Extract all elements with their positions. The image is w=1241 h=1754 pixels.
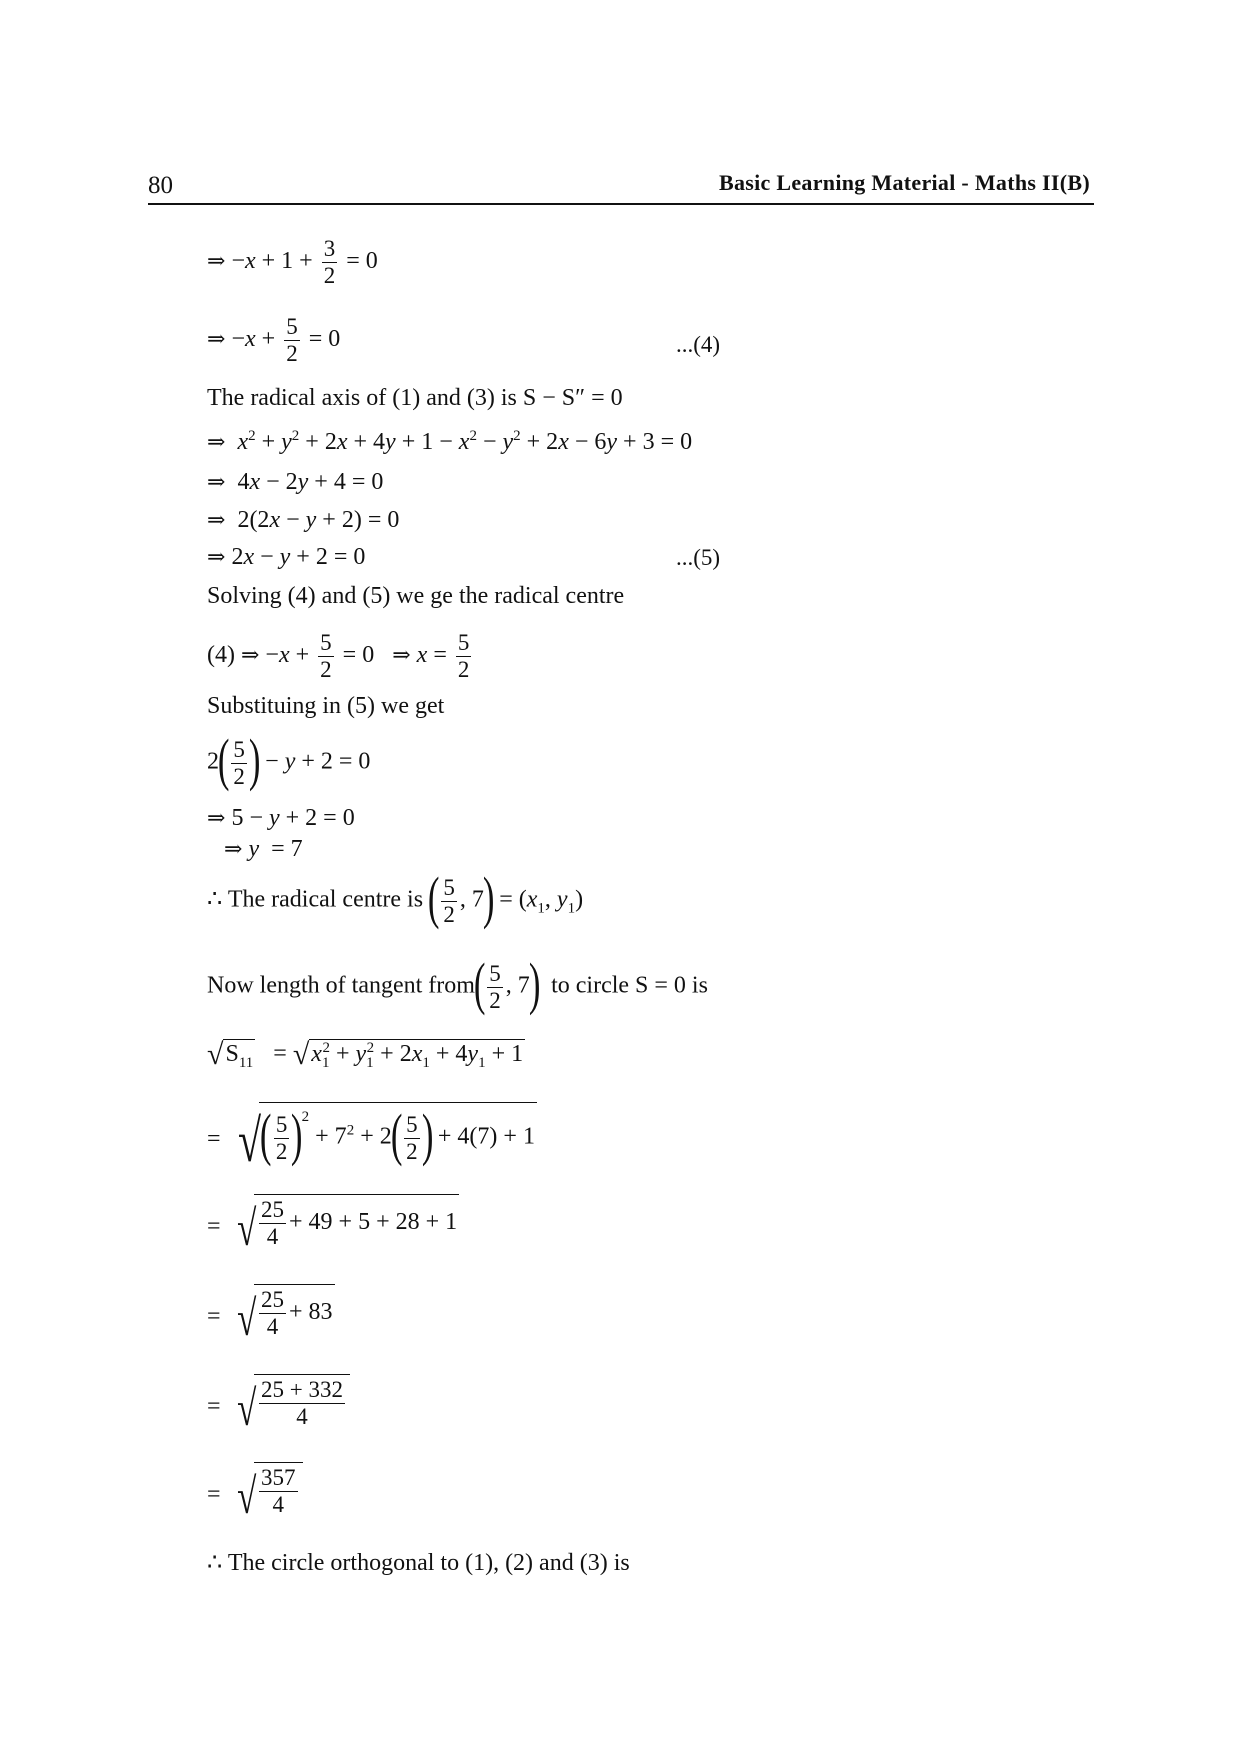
equation-ref-5: ...(5) xyxy=(676,545,721,570)
tangent-length-text: Now length of tangent from xyxy=(207,972,475,999)
equation-line-5: ⇒ 2(2x − y + 2) = 0 xyxy=(207,507,400,533)
radical-centre-text: ∴ The radical centre is xyxy=(207,886,424,913)
radical-step-5: = √ $\frac{357}{4}$ xyxy=(207,1468,303,1524)
equation-line-3: ⇒ $x^2 + y^2 + 2x + 4y + 1 - x^2 - y^2 + 2x - 6y + 3 = 0$ xyxy=(207,428,693,455)
radical-step-4: = √ $\frac{25 + 332}{4}$ xyxy=(207,1380,350,1436)
solving-text: Solving (4) and (5) we ge the radical centre xyxy=(207,583,625,609)
s11-line: $√S_{11} = √x_1^2 + y_1^2 + 2x_1 + 4y_1 + 1$ xyxy=(207,1038,524,1071)
equation-line-1: ⇒ −x + 1 + $\frac{3}{2}$ = 0 xyxy=(207,236,378,288)
page-number: 80 xyxy=(148,172,173,199)
equation-line-2: ⇒ −x + $\frac{5}{2}$ = 0 xyxy=(207,314,341,366)
radical-axis-text: The radical axis of (1) and (3) is S − S″ = 0 xyxy=(207,385,623,411)
equation-line-9: ⇒ 5 − y + 2 = 0 xyxy=(207,805,355,831)
equation-line-6: ⇒ 2x − y + 2 = 0 xyxy=(207,544,366,570)
radical-step-2: = √ $\frac{25}{4}$ + 49 + 5 + 28 + 1 xyxy=(207,1200,459,1256)
to-circle-text: to circle S = 0 is xyxy=(551,972,708,999)
radical-step-1: = √( $\frac{5}{2}$ )$^2 + 7^2 + 2$( $\frac{5}{2}$ ) + 4(7) + 1 xyxy=(207,1102,535,1174)
header-title: Basic Learning Material - Maths II(B) xyxy=(718,170,1090,195)
equation-ref-4: ...(4) xyxy=(676,332,721,357)
equation-line-8: 2( $\frac{5}{2}$ ) − y + 2 = 0 xyxy=(207,727,371,792)
radical-centre-line: ∴ The radical centre is ( $\frac{5}{2}$ , $7) = (x_1$, $y_1$) xyxy=(207,865,584,930)
tangent-length-line: Now length of tangent from( $\frac{5}{2}$ , 7) to circle S = 0 is xyxy=(207,951,708,1016)
equation-line-7: (4) ⇒ −x + $\frac{5}{2}$ = 0 ⇒ x = $\frac{5}{2}$ xyxy=(207,630,470,682)
final-text: ∴ The circle orthogonal to (1), (2) and (3) is xyxy=(207,1550,630,1576)
radical-step-3: = √ $\frac{25}{4}$ + 83 xyxy=(207,1290,335,1346)
equation-line-10: ⇒ y = 7 xyxy=(224,836,303,862)
equation-line-4: ⇒ 4x − 2y + 4 = 0 xyxy=(207,469,384,495)
header-rule xyxy=(148,203,1094,205)
substituting-text: Substituing in (5) we get xyxy=(207,693,445,719)
